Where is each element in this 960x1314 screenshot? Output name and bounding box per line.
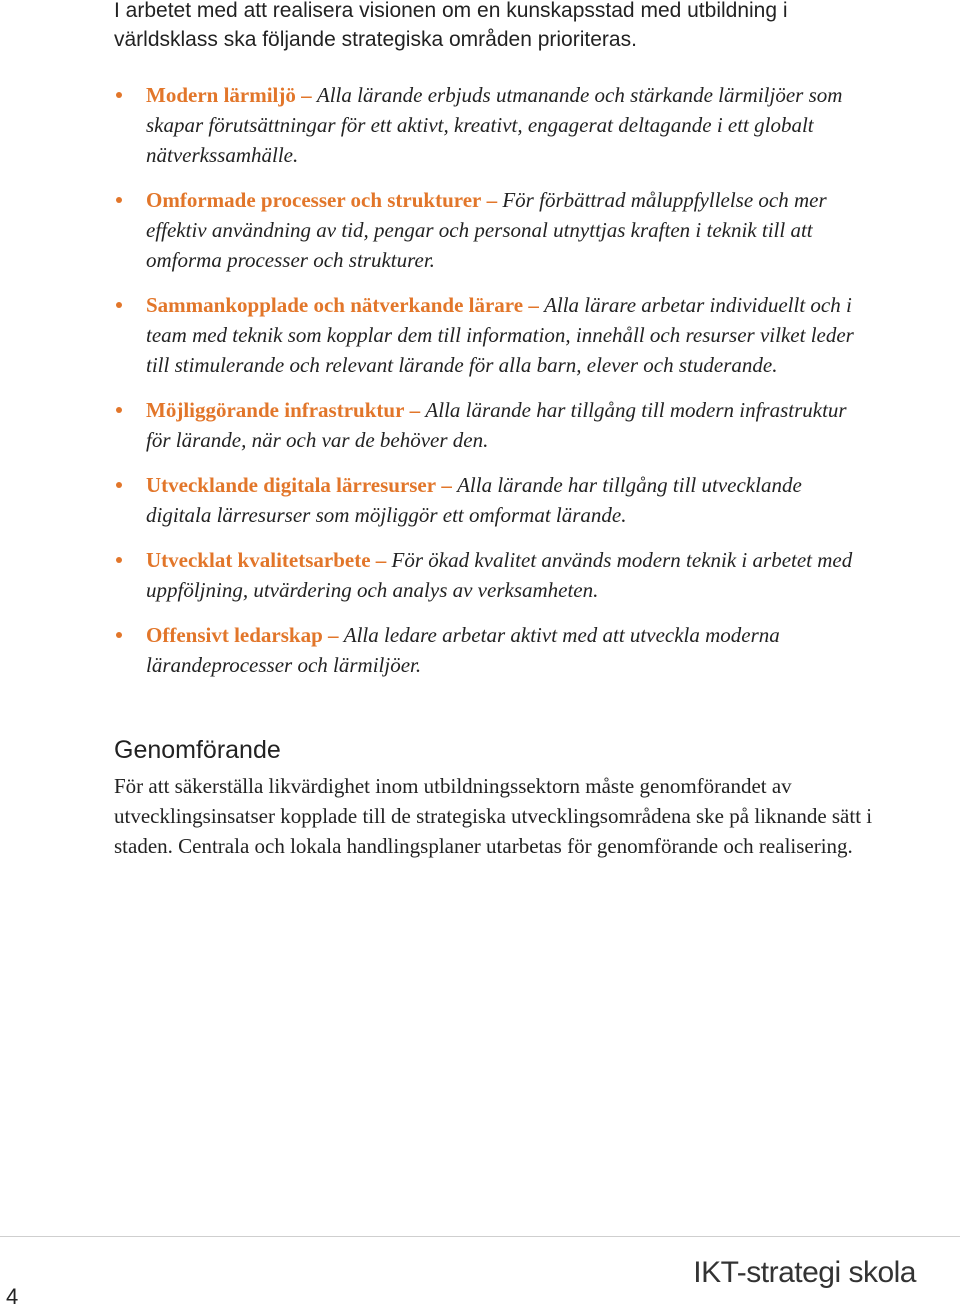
bullet-text: Alla lärande har tillgång till modern infrastruktur för lärande, när och var de behöver den. (146, 398, 847, 452)
bullet-dot-icon (116, 92, 122, 98)
bullet-title: Sammankopplade och nätverkande lärare (146, 293, 524, 317)
list-item (146, 470, 866, 530)
bullet-title: Utvecklat kvalitetsarbete (146, 548, 371, 572)
footer-document-title: IKT-strategi skola (693, 1256, 916, 1289)
list-item (146, 620, 866, 680)
list-item (146, 290, 866, 380)
bullet-title: Omformade processer och strukturer (146, 188, 482, 212)
list-item (146, 80, 866, 170)
bullet-text: Alla lärande erbjuds utmanande och stärkande lärmiljöer som skapar förutsättningar för ett aktivt, kreativt, engagerat deltagande i ett globalt nätverkssamhälle. (146, 83, 843, 167)
list-item (146, 395, 866, 455)
footer-divider (0, 1236, 960, 1237)
bullet-dot-icon (116, 302, 122, 308)
priority-list (146, 80, 866, 695)
section-paragraph: För att säkerställa likvärdighet inom utbildningssektorn måste genomförandet av utvecklingsinsatser kopplade till de strategiska utvecklingsområdena ske på liknande sätt i staden. Centrala och lokala handlingsplaner utarbetas för genomförande och realisering. (114, 774, 873, 858)
bullet-dot-icon (116, 197, 122, 203)
bullet-dash: – (486, 188, 503, 212)
bullet-title: Utvecklande digitala lärresurser (146, 473, 437, 497)
bullet-text: Alla lärare arbetar individuellt och i team med teknik som kopplar dem till information, innehåll och resurser vilket leder till stimulerande och relevant lärande för alla barn, elever och studerande. (146, 293, 854, 377)
intro-paragraph: I arbetet med att realisera visionen om en kunskapsstad med utbildning i världsklass ska följande strategiska områden prioriteras. (114, 0, 788, 51)
bullet-dash: – (375, 548, 392, 572)
bullet-text: För förbättrad måluppfyllelse och mer effektiv användning av tid, pengar och personal utnyttjas kraften i teknik till att omforma processer och strukturer. (146, 188, 827, 272)
bullet-dash: – (441, 473, 458, 497)
bullet-dash: – (409, 398, 426, 422)
bullet-text: Alla ledare arbetar aktivt med att utveckla moderna lärandeprocesser och lärmiljöer. (146, 623, 780, 677)
bullet-dot-icon (116, 632, 122, 638)
bullet-dot-icon (116, 407, 122, 413)
list-item (146, 545, 866, 605)
bullet-dash: – (301, 83, 317, 107)
section-heading: Genomförande (114, 736, 281, 764)
list-item (146, 185, 866, 275)
page-number: 4 (6, 1284, 19, 1309)
bullet-title: Möjliggörande infrastruktur (146, 398, 405, 422)
bullet-dash: – (328, 623, 344, 647)
bullet-text: För ökad kvalitet används modern teknik i arbetet med uppföljning, utvärdering och analys av verksamheten. (146, 548, 853, 602)
bullet-dot-icon (116, 557, 122, 563)
bullet-text: Alla lärande har tillgång till utvecklande digitala lärresurser som möjliggör ett omformat lärande. (146, 473, 802, 527)
bullet-dot-icon (116, 482, 122, 488)
bullet-dash: – (528, 293, 545, 317)
bullet-title: Offensivt ledarskap (146, 623, 323, 647)
bullet-title: Modern lärmiljö (146, 83, 296, 107)
